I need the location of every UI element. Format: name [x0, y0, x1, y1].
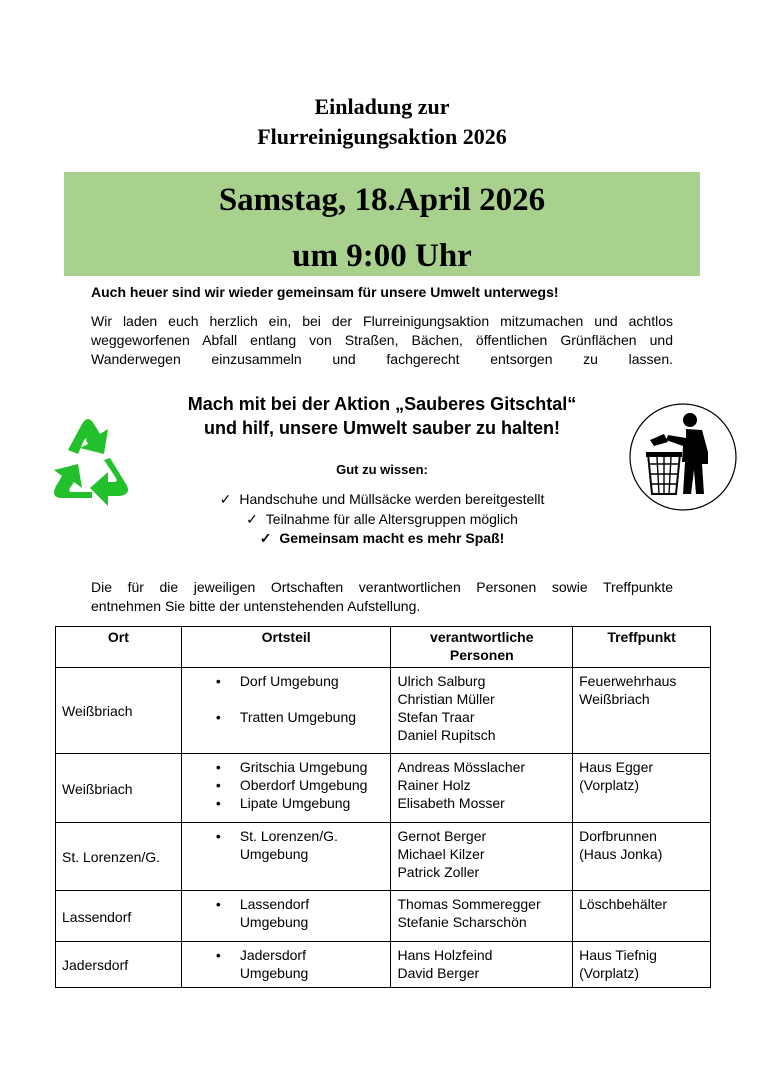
cell-treffpunkt: Haus Tiefnig (Vorplatz)	[573, 942, 711, 988]
ortsteil-item: • Lipate Umgebung	[212, 794, 385, 812]
ortsteil-item: • Gritschia Umgebung	[212, 758, 385, 776]
ortsteil-item: • Tratten Umgebung	[212, 708, 385, 726]
person: Thomas Sommeregger	[397, 896, 541, 912]
table-row	[56, 668, 711, 754]
person: Hans Holzfeind	[397, 947, 493, 963]
cell-treffpunkt: Haus Egger (Vorplatz)	[573, 754, 711, 823]
info-heading: Gut zu wissen:	[336, 462, 428, 477]
responsible-line-1: Die für die jeweiligen Ortschaften verantwortlichen Personen sowie Treffpunkte	[91, 579, 673, 595]
cell-ortsteil	[181, 942, 391, 988]
cell-ortsteil	[181, 668, 391, 754]
col-header-ortsteil: Ortsteil	[181, 627, 391, 668]
ortsteil-item: • Oberdorf Umgebung	[212, 776, 385, 794]
person: Michael Kilzer	[397, 846, 485, 862]
table-row	[56, 942, 711, 988]
col-header-ort: Ort	[56, 627, 182, 668]
cell-treffpunkt: Dorfbrunnen (Haus Jonka)	[573, 823, 711, 891]
slogan-line-1: Mach mit bei der Aktion „Sauberes Gitschtal“	[187, 394, 577, 414]
person: Stefan Traar	[397, 709, 475, 725]
person: Stefanie Scharschön	[397, 914, 527, 930]
person: Christian Müller	[397, 691, 495, 707]
cell-personen	[391, 668, 573, 754]
cell-personen	[391, 942, 573, 988]
event-time: um 9:00 Uhr	[292, 238, 472, 274]
cell-personen	[391, 891, 573, 942]
ortsteil-item: • St. Lorenzen/G. Umgebung	[212, 827, 385, 863]
person: Gernot Berger	[397, 828, 487, 844]
person: Daniel Rupitsch	[397, 727, 496, 743]
person: Patrick Zoller	[397, 864, 480, 880]
cell-ort: Lassendorf	[56, 891, 182, 942]
ortsteil-item: • Lassendorf Umgebung	[212, 895, 385, 931]
col-header-personen: verantwortliche Personen	[391, 627, 573, 668]
col-header-treffpunkt: Treffpunkt	[573, 627, 711, 668]
responsible-line-2: entnehmen Sie bitte der untenstehenden Aufstellung.	[91, 598, 421, 614]
cell-ort: Weißbriach	[56, 668, 182, 754]
cell-personen	[391, 754, 573, 823]
intro-headline: Auch heuer sind wir wieder gemeinsam für unsere Umwelt unterwegs!	[91, 284, 559, 300]
cell-personen	[391, 823, 573, 891]
person: Ulrich Salburg	[397, 673, 486, 689]
cell-treffpunkt: Feuerwehrhaus Weißbriach	[573, 668, 711, 754]
checkmark-icon: ✓	[219, 491, 232, 507]
cell-ort: St. Lorenzen/G.	[56, 823, 182, 891]
cell-ort: Weißbriach	[56, 754, 182, 823]
person: Elisabeth Mosser	[397, 795, 505, 811]
intro-line-2: weggeworfenen Abfall entlang von Straßen, Bächen, öffentlichen Grünflächen und	[91, 332, 673, 348]
event-date: Samstag, 18.April 2026	[218, 182, 546, 218]
title-line-1: Einladung zur	[314, 94, 450, 119]
table-header-row	[56, 627, 711, 668]
cell-treffpunkt: Löschbehälter	[573, 891, 711, 942]
person: David Berger	[397, 965, 480, 981]
slogan-line-2: und hilf, unsere Umwelt sauber zu halten!	[203, 418, 561, 438]
assignment-table	[55, 626, 711, 988]
table-row	[56, 891, 711, 942]
person: Rainer Holz	[397, 777, 471, 793]
cell-ortsteil	[181, 891, 391, 942]
cell-ortsteil	[181, 823, 391, 891]
checkmark-icon: ✓	[259, 530, 272, 546]
checkmark-icon: ✓	[246, 511, 258, 527]
info-item: ✓ Handschuhe und Müllsäcke werden bereitgestellt	[219, 491, 545, 507]
title-line-2: Flurreinigungsaktion 2026	[257, 124, 507, 149]
info-item: ✓ Gemeinsam macht es mehr Spaß!	[259, 530, 505, 546]
table-row	[56, 823, 711, 891]
info-item: ✓ Teilnahme für alle Altersgruppen möglich	[246, 511, 518, 527]
ortsteil-item: • Jadersdorf Umgebung	[212, 946, 385, 982]
intro-line-1: Wir laden euch herzlich ein, bei der Flurreinigungsaktion mitzumachen und achtlos	[91, 313, 673, 329]
cell-ortsteil	[181, 754, 391, 823]
ortsteil-item: • Dorf Umgebung	[212, 672, 385, 690]
cell-ort: Jadersdorf	[56, 942, 182, 988]
table-row	[56, 754, 711, 823]
intro-line-3: Wanderwegen einzusammeln und fachgerecht entsorgen zu lassen.	[91, 351, 673, 367]
person: Andreas Mösslacher	[397, 759, 526, 775]
